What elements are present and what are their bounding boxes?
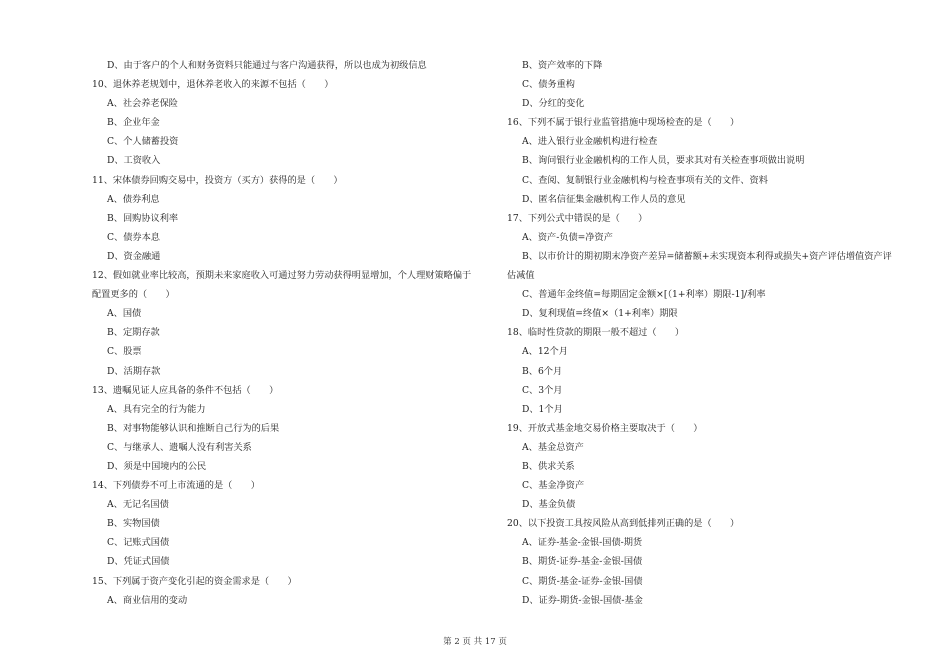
- answer-option: B、以市价计的期初期末净资产差异=储蓄额+未实现资本利得或损失+资产评估增值资产评: [522, 250, 892, 262]
- question-stem: 19、开放式基金地交易价格主要取决于（ ）: [507, 422, 703, 434]
- question-stem: 11、宋体债券回购交易中，投资方（买方）获得的是（ ）: [92, 174, 343, 186]
- answer-option: D、1个月: [522, 403, 563, 415]
- answer-option: C、期货-基金-证券-金银-国债: [522, 575, 643, 587]
- answer-option: B、供求关系: [522, 460, 575, 472]
- answer-option: A、商业信用的变动: [107, 594, 188, 606]
- question-stem: 17、下列公式中错误的是（ ）: [507, 212, 648, 224]
- answer-option: D、工资收入: [107, 155, 161, 167]
- answer-option: D、活期存款: [107, 365, 161, 377]
- answer-option: D、复利现值=终值×（1+利率）期限: [522, 308, 678, 320]
- answer-option: C、普通年金终值=每期固定金额×[（1+利率）期限-1]/利率: [522, 289, 766, 301]
- answer-option: C、与继承人、遗嘱人没有利害关系: [107, 441, 252, 453]
- answer-option: B、定期存款: [107, 327, 160, 339]
- page-footer: [0, 636, 950, 648]
- question-stem: 12、假如就业率比较高，预期未来家庭收入可通过努力劳动获得明显增加，个人理财策略偏于: [92, 270, 472, 282]
- answer-option: D、证券-期货-金银-国债-基金: [522, 594, 643, 606]
- text-continuation: 估减值: [507, 270, 535, 282]
- answer-option: C、基金净资产: [522, 480, 585, 492]
- answer-option: B、对事物能够认识和推断自己行为的后果: [107, 422, 280, 434]
- answer-option: C、债务重构: [522, 79, 575, 91]
- left-column: [92, 56, 512, 610]
- answer-option: D、凭证式国债: [107, 556, 170, 568]
- answer-option: C、个人储蓄投资: [107, 136, 179, 148]
- answer-option: C、记账式国债: [107, 537, 170, 549]
- question-stem: 16、下列不属于银行业监管措施中现场检查的是（ ）: [507, 117, 740, 129]
- answer-option: C、债券本息: [107, 231, 160, 243]
- answer-option: B、期货-证券-基金-金银-国债: [522, 556, 643, 568]
- answer-option: B、实物国债: [107, 518, 160, 530]
- answer-option: A、进入银行业金融机构进行检查: [522, 136, 658, 148]
- answer-option: A、债券利息: [107, 193, 160, 205]
- answer-option: B、询问银行业金融机构的工作人员，要求其对有关检查事项做出说明: [522, 155, 805, 167]
- answer-option: D、分红的变化: [522, 98, 585, 110]
- page-number: 第 2 页 共 17 页: [443, 637, 507, 647]
- answer-option: C、3个月: [522, 384, 563, 396]
- question-stem: 13、遗嘱见证人应具备的条件不包括（ ）: [92, 384, 279, 396]
- answer-option: A、资产-负债=净资产: [522, 231, 613, 243]
- answer-option: B、回购协议利率: [107, 212, 179, 224]
- answer-option: D、由于客户的个人和财务资料只能通过与客户沟通获得，所以也成为初级信息: [107, 60, 427, 71]
- answer-option: C、查阅、复制银行业金融机构与检查事项有关的文件、资料: [522, 174, 768, 186]
- text-continuation: 配置更多的（ ）: [92, 289, 175, 301]
- answer-option: A、基金总资产: [522, 441, 584, 453]
- answer-option: B、6个月: [522, 365, 563, 377]
- answer-option: A、具有完全的行为能力: [107, 403, 206, 415]
- answer-option: A、社会养老保险: [107, 98, 178, 110]
- answer-option: C、股票: [107, 346, 142, 358]
- answer-option: A、12个月: [522, 346, 568, 358]
- answer-option: A、无记名国债: [107, 499, 169, 511]
- answer-option: D、须是中国境内的公民: [107, 460, 207, 472]
- question-stem: 14、下列债券不可上市流通的是（ ）: [92, 480, 260, 492]
- answer-option: A、证券-基金-金银-国债-期货: [522, 537, 643, 549]
- right-column: [507, 56, 917, 610]
- question-stem: 18、临时性贷款的期限一般不超过（ ）: [507, 327, 685, 339]
- answer-option: D、资金融通: [107, 250, 161, 262]
- answer-option: D、基金负债: [522, 499, 576, 511]
- answer-option: B、资产效率的下降: [522, 60, 603, 71]
- answer-option: B、企业年金: [107, 117, 160, 129]
- question-stem: 15、下列属于资产变化引起的资金需求是（ ）: [92, 575, 297, 587]
- answer-option: A、国债: [107, 308, 142, 320]
- question-stem: 10、退休养老规划中，退休养老收入的来源不包括（ ）: [92, 79, 334, 91]
- question-stem: 20、以下投资工具按风险从高到低排列正确的是（ ）: [507, 518, 740, 530]
- answer-option: D、匿名信征集金融机构工作人员的意见: [522, 193, 686, 205]
